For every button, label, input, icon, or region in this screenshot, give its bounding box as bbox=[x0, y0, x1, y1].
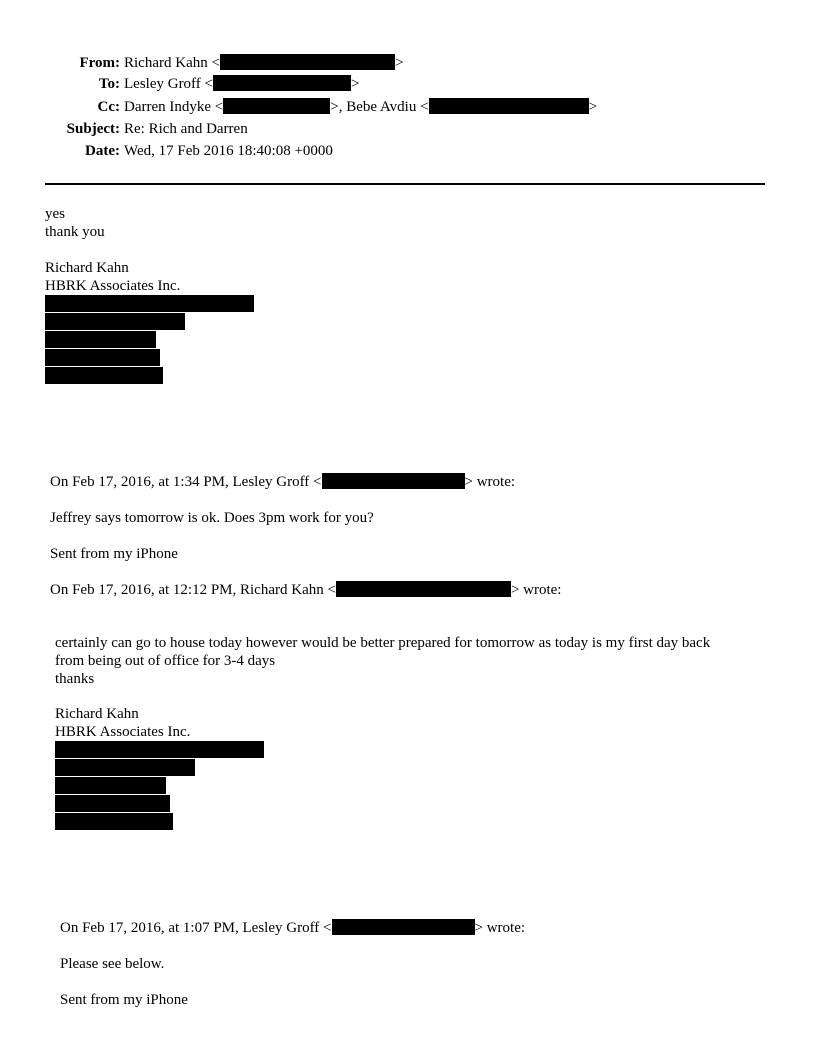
date-value: Wed, 17 Feb 2016 18:40:08 +0000 bbox=[124, 143, 333, 159]
to-name: Lesley Groff < bbox=[124, 76, 213, 92]
quote1-intro-suffix: > wrote: bbox=[464, 474, 516, 490]
redacted-email-quote2 bbox=[336, 581, 511, 597]
cc-separator: >, Bebe Avdiu < bbox=[330, 99, 429, 115]
quote2-body-line-2: from being out of office for 3-4 days bbox=[55, 653, 276, 669]
to-label: To: bbox=[98, 76, 120, 92]
redacted-email-quote3 bbox=[332, 919, 475, 935]
quote2-signature-company: HBRK Associates Inc. bbox=[55, 724, 191, 740]
quote2-intro bbox=[50, 581, 561, 599]
cc-name1: Darren Indyke < bbox=[124, 99, 224, 115]
quote3-intro bbox=[60, 919, 525, 937]
date-label: Date: bbox=[85, 143, 120, 159]
subject-value: Re: Rich and Darren bbox=[124, 121, 248, 137]
header-divider bbox=[45, 183, 765, 185]
quote1-sent: Sent from my iPhone bbox=[50, 546, 178, 562]
redacted-email-quote1 bbox=[322, 473, 465, 489]
reply-line-1: yes bbox=[45, 206, 65, 222]
redacted-quote2-line-1 bbox=[55, 741, 264, 758]
quote3-intro-suffix: > wrote: bbox=[474, 920, 526, 936]
reply-line-2: thank you bbox=[45, 224, 105, 240]
quote1-body: Jeffrey says tomorrow is ok. Does 3pm work for you? bbox=[50, 510, 374, 526]
redacted-signature-line-5 bbox=[45, 367, 163, 384]
quote2-body-line-1: certainly can go to house today however would be better prepared for tomorrow as today is my first day back bbox=[55, 635, 711, 651]
cc-label: Cc: bbox=[97, 99, 120, 115]
redacted-email-from bbox=[220, 54, 395, 70]
from-name: Richard Kahn < bbox=[124, 55, 220, 71]
from-value bbox=[124, 54, 403, 72]
quote1-intro-prefix: On Feb 17, 2016, at 1:34 PM, Lesley Groff < bbox=[50, 474, 322, 490]
redacted-email-cc2 bbox=[429, 98, 589, 114]
redacted-signature-line-3 bbox=[45, 331, 156, 348]
redacted-email-to bbox=[213, 75, 351, 91]
quote2-thanks: thanks bbox=[55, 671, 95, 687]
redacted-signature-line-4 bbox=[45, 349, 160, 366]
redacted-quote2-line-5 bbox=[55, 813, 173, 830]
redacted-quote2-line-4 bbox=[55, 795, 170, 812]
from-label: From: bbox=[79, 55, 120, 71]
quote2-intro-prefix: On Feb 17, 2016, at 12:12 PM, Richard Kahn < bbox=[50, 582, 336, 598]
redacted-signature-line-2 bbox=[45, 313, 185, 330]
to-close: > bbox=[351, 76, 360, 92]
to-value bbox=[124, 75, 359, 93]
reply-signature-company: HBRK Associates Inc. bbox=[45, 278, 181, 294]
redacted-quote2-line-2 bbox=[55, 759, 195, 776]
reply-signature-name: Richard Kahn bbox=[45, 260, 129, 276]
redacted-signature-line-1 bbox=[45, 295, 254, 312]
quote2-intro-suffix: > wrote: bbox=[510, 582, 562, 598]
quote3-intro-prefix: On Feb 17, 2016, at 1:07 PM, Lesley Groff < bbox=[60, 920, 332, 936]
subject-label: Subject: bbox=[66, 121, 120, 137]
quote1-intro bbox=[50, 473, 515, 491]
cc-value bbox=[124, 98, 597, 116]
redacted-email-cc1 bbox=[223, 98, 330, 114]
quote2-signature-name: Richard Kahn bbox=[55, 706, 139, 722]
redacted-quote2-line-3 bbox=[55, 777, 166, 794]
quote3-sent: Sent from my iPhone bbox=[60, 992, 188, 1008]
from-close: > bbox=[394, 55, 404, 71]
cc-close: > bbox=[588, 99, 598, 115]
quote3-body: Please see below. bbox=[60, 956, 165, 972]
